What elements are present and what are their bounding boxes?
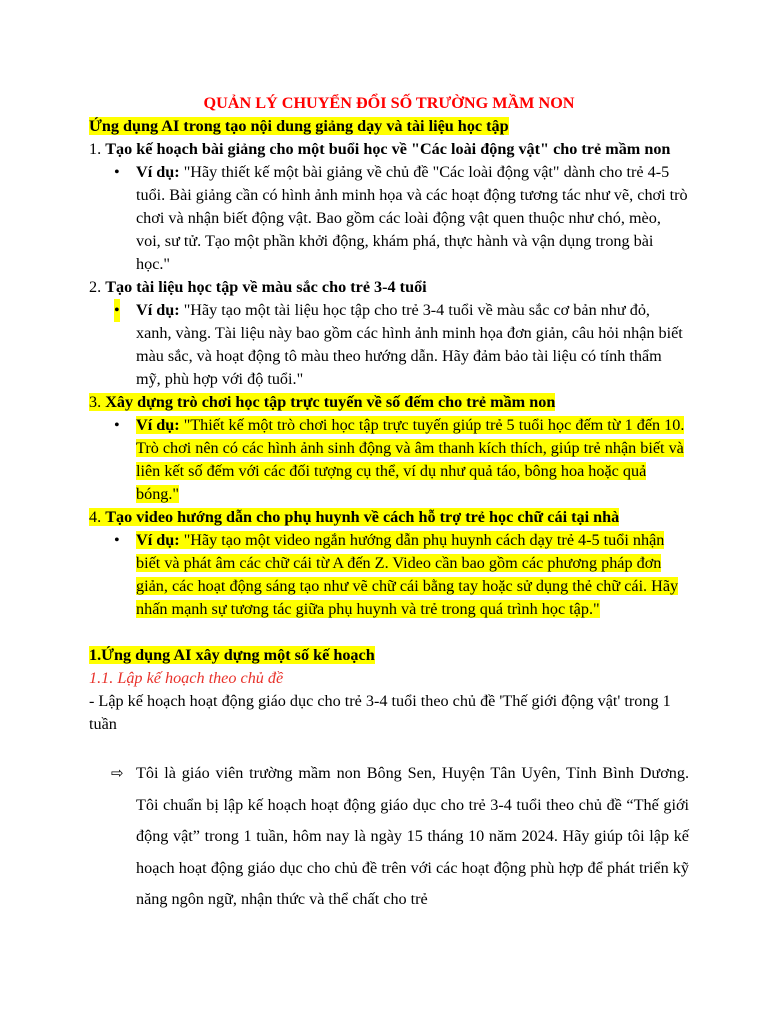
page-title: QUẢN LÝ CHUYỂN ĐỔI SỐ TRƯỜNG MẦM NON [203,94,575,112]
item-list-4 [89,529,689,621]
plan-subheading: 1.1. Lập kế hoạch theo chủ đề [89,669,284,687]
list-item: • Ví dụ: "Hãy tạo một tài liệu học tập cho trẻ 3-4 tuổi về màu sắc cơ bản như đỏ, xanh, vàng. Tài liệu này bao gồm các hình ảnh minh họa đơn giản, câu hỏi nhận biết màu sắc, và hoạt động tô màu theo hướng dẫn. Hãy đảm bảo tài liệu có tính thẩm mỹ, phù hợp với độ tuổi." [114,301,683,388]
bullet-icon: • [114,299,120,322]
prompt-text: Tôi là giáo viên trường mầm non Bông Sen, Huyện Tân Uyên, Tỉnh Bình Dương. Tôi chuẩn bị lập kế hoạch hoạt động giáo dục cho trẻ 3-4 tuổi theo chủ đề “Thế giới động vật” trong 1 tuần, hôm nay là ngày 15 tháng 10 năm 2024. Hãy giúp tôi lập kế hoạch hoạt động giáo dục cho chủ đề trên với các hoạt động phù hợp để phát triển kỹ năng ngôn ngữ, nhận thức và thể chất cho trẻ [136,764,689,908]
plan-heading: 1.Ứng dụng AI xây dựng một số kế hoạch [89,646,375,664]
list-item: • Ví dụ: "Hãy tạo một video ngắn hướng dẫn phụ huynh cách dạy trẻ 4-5 tuổi nhận biết và phát âm các chữ cái từ A đến Z. Video cần bao gồm các phương pháp đơn giản, các hoạt động sáng tạo như vẽ chữ cái bằng tay hoặc sử dụng thẻ chữ cái. Hãy nhấn mạnh sự tương tác giữa phụ huynh và trẻ trong quá trình học tập." [114,531,679,618]
item-list-2 [89,299,689,391]
prompt-block [89,758,689,916]
item-list-3 [89,414,689,506]
arrow-right-icon: ⇨ [111,764,124,782]
item-heading-2: 2. Tạo tài liệu học tập về màu sắc cho trẻ 3-4 tuổi [89,278,427,296]
item-heading-3: 3. Xây dựng trò chơi học tập trực tuyến về số đếm cho trẻ mầm non [89,393,556,411]
item-heading-1: 1. Tạo kế hoạch bài giảng cho một buổi học về "Các loài động vật" cho trẻ mầm non [89,140,671,158]
bullet-icon: • [114,163,120,181]
item-list-1 [89,161,689,276]
section-heading: Ứng dụng AI trong tạo nội dung giảng dạy và tài liệu học tập [89,117,509,135]
item-heading-4: 4. Tạo video hướng dẫn cho phụ huynh về cách hỗ trợ trẻ học chữ cái tại nhà [89,508,620,526]
bullet-icon: • [114,531,120,549]
list-item: • Ví dụ: "Hãy thiết kế một bài giảng về chủ đề "Các loài động vật" dành cho trẻ 4-5 tuổi. Bài giảng cần có hình ảnh minh họa và các hoạt động tương tác như vẽ, chơi trò chơi và nhận biết động vật. Bao gồm các loài động vật quen thuộc như chó, mèo, voi, sư tử. Tạo một phần khởi động, khám phá, thực hành và vận dụng trong bài học." [114,163,688,273]
spacer [89,621,689,644]
document-body [89,92,689,916]
bullet-icon: • [114,416,120,434]
list-item: • Ví dụ: "Thiết kế một trò chơi học tập trực tuyến giúp trẻ 5 tuổi học đếm từ 1 đến 10. Trò chơi nên có các hình ảnh sinh động và âm thanh kích thích, giúp trẻ nhận biết và liên kết số đếm với các đối tượng cụ thể, ví dụ như quả táo, bông hoa hoặc quả bóng." [114,416,685,503]
plan-line: - Lập kế hoạch hoạt động giáo dục cho trẻ 3-4 tuổi theo chủ đề 'Thế giới động vật' trong 1 tuần [89,692,671,733]
